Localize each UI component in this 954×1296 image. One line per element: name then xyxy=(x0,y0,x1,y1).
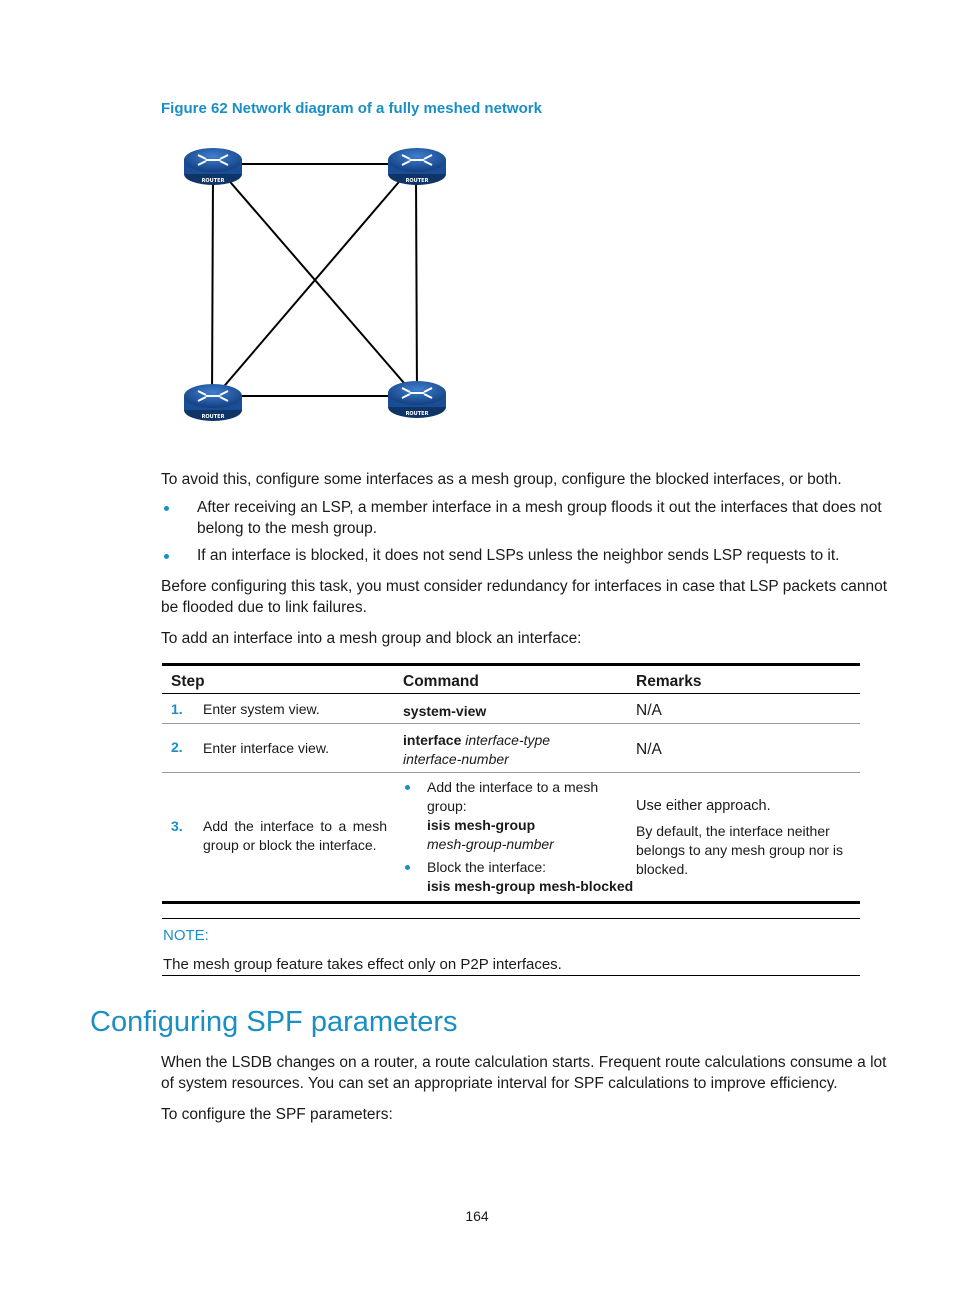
bullet-2-line-1: If an interface is blocked, it does not send LSPs unless the neighbor sends LSP requests to it. xyxy=(197,547,840,564)
table-top-rule xyxy=(162,663,860,666)
link-diagonal-2 xyxy=(220,176,404,391)
step-text: Enter interface view. xyxy=(203,740,330,756)
mesh-network-diagram xyxy=(170,136,470,436)
bullet-dot-icon xyxy=(164,506,169,511)
command-bullet-2-line-1: Block the interface: xyxy=(427,859,547,875)
router-icon xyxy=(388,381,446,418)
remarks-line-1: Use either approach. xyxy=(636,798,771,814)
router-label: ROUTER xyxy=(201,178,225,184)
remarks-text: N/A xyxy=(636,741,662,758)
note-label: NOTE: xyxy=(163,927,209,944)
command-bullet-1-line-2: group: xyxy=(427,798,467,814)
step-number: 3. xyxy=(171,818,183,834)
step-number: 2. xyxy=(171,739,183,755)
bullet-dot-icon xyxy=(405,785,410,790)
note-top-rule xyxy=(162,918,860,919)
figure-caption: Figure 62 Network diagram of a fully meshed network xyxy=(161,100,542,117)
router-icon xyxy=(184,148,242,185)
command-bullet-1-argument: mesh-group-number xyxy=(427,836,554,852)
router-icon xyxy=(388,148,446,185)
command-argument: interface-type xyxy=(465,732,551,748)
paragraph-3: To add an interface into a mesh group and block an interface: xyxy=(161,630,582,647)
step-text-line-2: group or block the interface. xyxy=(203,837,377,853)
section-title: Configuring SPF parameters xyxy=(90,1006,458,1038)
intro-paragraph: To avoid this, configure some interfaces as a mesh group, configure the blocked interfaces, or both. xyxy=(161,471,842,488)
remarks-text: N/A xyxy=(636,702,662,719)
router-icon xyxy=(184,384,242,421)
router-label: ROUTER xyxy=(405,178,429,184)
header-remarks: Remarks xyxy=(636,673,702,690)
command-keyword: interface xyxy=(403,732,462,748)
router-label: ROUTER xyxy=(405,411,429,417)
mesh-links xyxy=(212,164,417,398)
header-rule xyxy=(162,693,860,694)
command-bullet-2-keyword: isis mesh-group mesh-blocked xyxy=(427,878,634,894)
step-number: 1. xyxy=(171,701,183,717)
command-bullet-1-keyword: isis mesh-group xyxy=(427,817,536,833)
bullet-dot-icon xyxy=(405,865,410,870)
paragraph-2-line-1: Before configuring this task, you must consider redundancy for interfaces in case that LSP packets cannot xyxy=(161,578,888,595)
step-text-line-1: Add the interface to a mesh xyxy=(203,818,387,834)
remarks-line-3: belongs to any mesh group nor is xyxy=(636,842,844,858)
paragraph-2-line-2: be flooded due to link failures. xyxy=(161,599,367,616)
section-paragraph-2: To configure the SPF parameters: xyxy=(161,1106,393,1123)
command-text: system-view xyxy=(403,703,487,719)
router-label: ROUTER xyxy=(201,414,225,420)
row-divider xyxy=(162,723,860,724)
section-paragraph-1-line-1: When the LSDB changes on a router, a route calculation starts. Frequent route calculations consume a lot xyxy=(161,1054,887,1071)
command-line-1 xyxy=(403,731,550,750)
header-step: Step xyxy=(171,673,205,690)
table-bottom-rule xyxy=(162,901,860,904)
step-text: Enter system view. xyxy=(203,701,320,717)
link-left xyxy=(212,176,213,398)
note-bottom-rule xyxy=(162,975,860,976)
header-command: Command xyxy=(403,673,479,690)
link-diagonal-1 xyxy=(225,176,417,398)
remarks-line-4: blocked. xyxy=(636,861,689,877)
command-line-2: interface-number xyxy=(403,751,509,767)
link-right xyxy=(416,176,417,398)
page-number: 164 xyxy=(465,1208,489,1224)
bullet-1-line-1: After receiving an LSP, a member interface in a mesh group floods it out the interfaces that does not xyxy=(197,499,882,516)
command-bullet-1-line-1: Add the interface to a mesh xyxy=(427,779,599,795)
bullet-1-line-2: belong to the mesh group. xyxy=(197,520,378,537)
row-divider xyxy=(162,772,860,773)
note-text: The mesh group feature takes effect only on P2P interfaces. xyxy=(163,956,562,973)
bullet-dot-icon xyxy=(164,554,169,559)
remarks-line-2: By default, the interface neither xyxy=(636,823,830,839)
section-paragraph-1-line-2: of system resources. You can set an appropriate interval for SPF calculations to improve efficiency. xyxy=(161,1075,838,1092)
